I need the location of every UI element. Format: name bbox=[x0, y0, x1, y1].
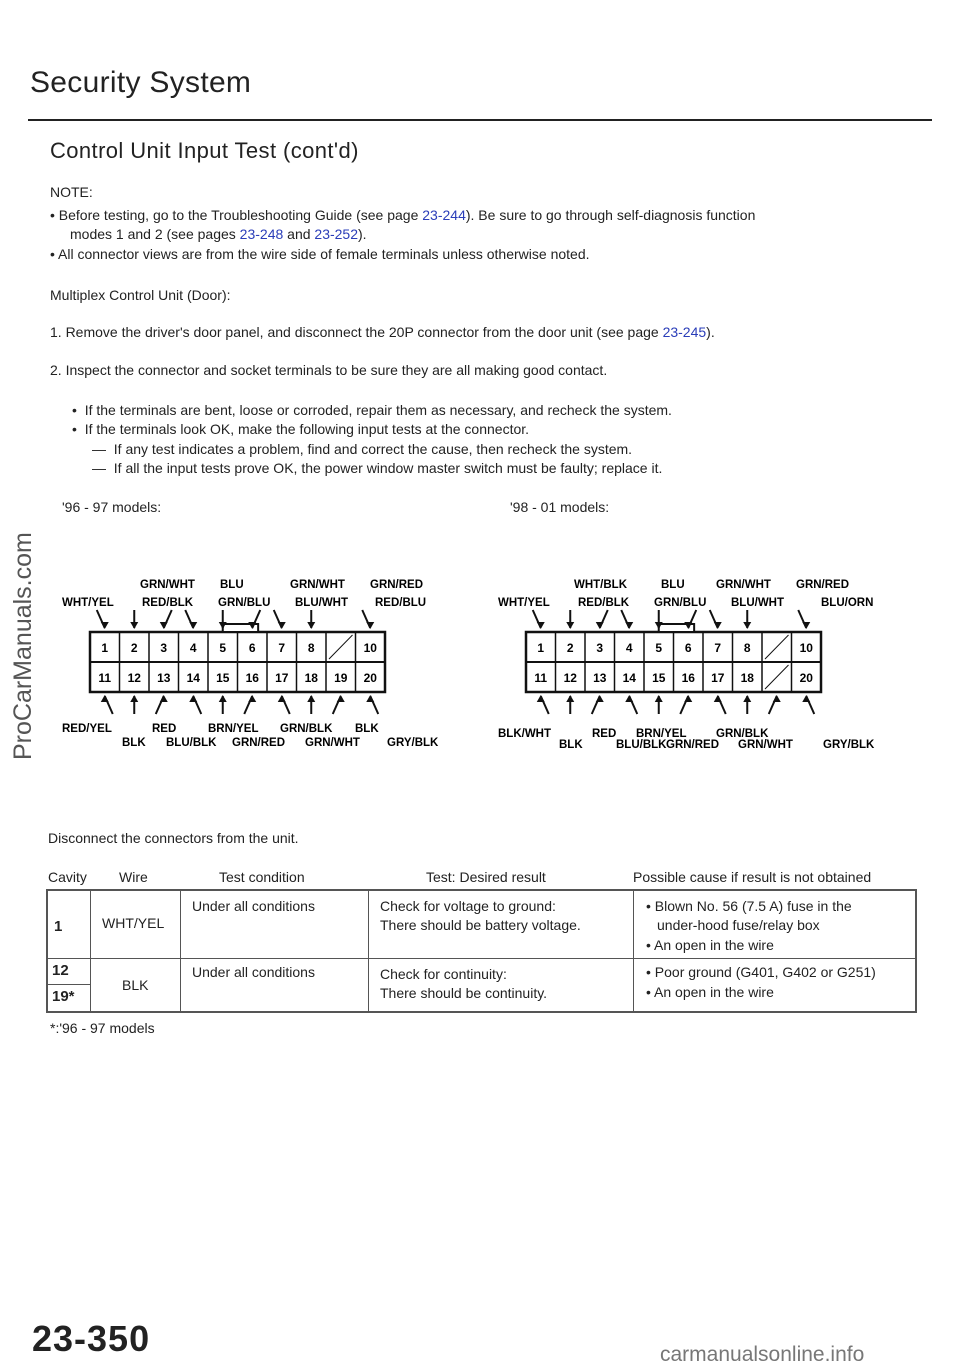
disconnect-text: Disconnect the connectors from the unit. bbox=[48, 830, 299, 846]
cell-result: Check for continuity: bbox=[380, 966, 507, 982]
step-2: 2. Inspect the connector and socket terminals to be sure they are all making good contact. bbox=[50, 362, 608, 378]
table-divider bbox=[180, 889, 181, 1013]
wire-color-label: BLU/WHT bbox=[295, 597, 349, 609]
wire-color-label: BLU/ORN bbox=[821, 597, 874, 609]
cavity-number: 8 bbox=[307, 641, 315, 655]
terminal-arrow-head bbox=[684, 695, 692, 702]
wire-color-label: WHT/BLK bbox=[574, 579, 628, 591]
cavity-number: 15 bbox=[216, 671, 230, 685]
header-desired-result: Test: Desired result bbox=[426, 869, 546, 885]
terminal-arrow-head bbox=[655, 695, 663, 702]
wire-color-label: RED/YEL bbox=[62, 723, 112, 735]
terminal-arrow-head bbox=[596, 622, 604, 629]
terminal-arrow-head bbox=[366, 695, 374, 702]
header-cavity: Cavity bbox=[48, 869, 87, 885]
header-test-condition: Test condition bbox=[219, 869, 305, 885]
terminal-arrow-head bbox=[596, 695, 604, 702]
note-text: ). Be sure to go through self-diagnosis function bbox=[465, 207, 756, 223]
terminal-arrow-head bbox=[219, 695, 227, 702]
step-text: If the terminals are bent, loose or corroded, repair them as necessary, and recheck the system. bbox=[84, 402, 672, 418]
cell-wire: BLK bbox=[122, 977, 149, 993]
page-link[interactable]: 23-252 bbox=[314, 226, 358, 242]
terminal-arrow-head bbox=[101, 695, 109, 702]
cell-result: There should be battery voltage. bbox=[380, 917, 581, 933]
terminal-arrow-head bbox=[714, 622, 722, 629]
cavity-number: 3 bbox=[596, 641, 604, 655]
cavity-number: 18 bbox=[304, 671, 318, 685]
wire-color-label: GRN/WHT bbox=[738, 739, 793, 751]
cavity-number: 1 bbox=[101, 641, 109, 655]
cell-cause: • An open in the wire bbox=[646, 937, 774, 953]
wire-color-label: BRN/YEL bbox=[636, 728, 687, 740]
cavity-number: 4 bbox=[189, 641, 197, 655]
terminal-arrow-head bbox=[307, 622, 315, 629]
terminal-arrow-head bbox=[625, 695, 633, 702]
wire-color-label: GRY/BLK bbox=[823, 739, 875, 751]
terminal-arrow-head bbox=[189, 622, 197, 629]
note-text: ). bbox=[358, 226, 367, 242]
step-text: If the terminals look OK, make the following input tests at the connector. bbox=[84, 421, 530, 437]
wire-color-label: BLK bbox=[122, 737, 146, 749]
terminal-arrow-head bbox=[189, 695, 197, 702]
cavity-number: 19 bbox=[334, 671, 348, 685]
step-dash-2: — If all the input tests prove OK, the power window master switch must be faulty; replace it. bbox=[92, 460, 663, 476]
connector-diagrams bbox=[0, 560, 960, 760]
step-dash-1: — If any test indicates a problem, find and correct the cause, then recheck the system. bbox=[92, 441, 633, 457]
page-link[interactable]: 23-244 bbox=[422, 207, 466, 223]
cell-cause: • Blown No. 56 (7.5 A) fuse in the bbox=[646, 898, 852, 914]
cavity-number: 20 bbox=[363, 671, 377, 685]
cavity-number: 20 bbox=[799, 671, 813, 685]
wire-color-label: GRN/BLK bbox=[280, 723, 333, 735]
cavity-number: 12 bbox=[127, 671, 141, 685]
wire-color-label: GRN/WHT bbox=[716, 579, 771, 591]
wire-color-label: WHT/YEL bbox=[62, 597, 114, 609]
cavity-number: 4 bbox=[625, 641, 633, 655]
note-text: modes 1 and 2 (see pages bbox=[70, 226, 240, 242]
cell-cause: • Poor ground (G401, G402 or G251) bbox=[646, 964, 876, 980]
table-left-border bbox=[46, 889, 48, 1013]
wire-color-label: RED/BLK bbox=[142, 597, 194, 609]
step-bullet-2: • If the terminals look OK, make the following input tests at the connector. bbox=[72, 421, 530, 437]
step-text: 1. Remove the driver's door panel, and disconnect the 20P connector from the door unit (see page bbox=[50, 324, 663, 340]
wire-color-label: BLK bbox=[559, 739, 583, 751]
cavity-number: 17 bbox=[711, 671, 725, 685]
wire-color-label: BLK bbox=[355, 723, 379, 735]
page-link[interactable]: 23-245 bbox=[662, 324, 707, 340]
wire-color-label: GRN/BLK bbox=[716, 728, 769, 740]
cavity-number: 7 bbox=[714, 641, 722, 655]
cavity-number: 14 bbox=[622, 671, 636, 685]
wire-color-label: BLK/WHT bbox=[498, 728, 552, 740]
table-divider bbox=[90, 889, 91, 1013]
terminal-arrow-head bbox=[537, 622, 545, 629]
note-text: Before testing, go to the Troubleshooting Guide (see page bbox=[58, 207, 423, 223]
watermark: ProCarManuals.com bbox=[9, 532, 37, 760]
cell-cavity: 1 bbox=[54, 918, 63, 935]
cavity-number: 11 bbox=[534, 671, 548, 685]
section-label: Multiplex Control Unit (Door): bbox=[50, 287, 231, 303]
terminal-arrow-head bbox=[743, 695, 751, 702]
terminal-arrow-head bbox=[307, 695, 315, 702]
wire-color-label: BLU/BLK bbox=[166, 737, 217, 749]
cavity-number: 10 bbox=[799, 641, 813, 655]
table-right-border bbox=[915, 889, 917, 1013]
wire-color-label: GRN/WHT bbox=[305, 737, 360, 749]
models-right-label: '98 - 01 models: bbox=[510, 499, 610, 515]
page-link[interactable]: 23-248 bbox=[239, 226, 284, 242]
cavity-number: 5 bbox=[219, 641, 227, 655]
cell-condition: Under all conditions bbox=[192, 898, 315, 914]
wire-color-label: RED/BLK bbox=[578, 597, 630, 609]
table-bottom-border bbox=[46, 1011, 917, 1013]
connector-right bbox=[498, 579, 875, 751]
step-text: ). bbox=[706, 324, 715, 340]
cavity-number: 14 bbox=[186, 671, 200, 685]
wire-color-label: GRN/BLU bbox=[218, 597, 271, 609]
wire-color-label: GRN/WHT bbox=[140, 579, 195, 591]
note-text: and bbox=[283, 226, 315, 242]
cavity-number: 2 bbox=[566, 641, 574, 655]
wire-color-label: GRY/BLK bbox=[387, 737, 439, 749]
cell-cavity: 12 bbox=[52, 962, 69, 979]
cell-cause: • An open in the wire bbox=[646, 984, 774, 1000]
terminal-arrow-head bbox=[537, 695, 545, 702]
cavity-number: 16 bbox=[681, 671, 695, 685]
cavity-number: 10 bbox=[363, 641, 377, 655]
wire-color-label: WHT/YEL bbox=[498, 597, 550, 609]
wire-color-label: GRN/RED bbox=[232, 737, 286, 749]
page-title: Security System bbox=[30, 66, 252, 99]
section-subtitle: Control Unit Input Test (cont'd) bbox=[50, 138, 359, 163]
note-bullet-1-line-2 bbox=[70, 224, 367, 244]
wire-color-label: GRN/BLU bbox=[654, 597, 707, 609]
note-bullet-2: • All connector views are from the wire side of female terminals unless otherwise noted. bbox=[50, 246, 590, 262]
table-row-divider bbox=[46, 958, 917, 959]
terminal-arrow-head bbox=[566, 695, 574, 702]
wire-color-label: GRN/RED bbox=[370, 579, 424, 591]
terminal-arrow-head bbox=[160, 695, 168, 702]
wire-color-label: RED bbox=[152, 723, 177, 735]
table-top-border bbox=[46, 889, 917, 891]
step-1 bbox=[50, 322, 715, 342]
wire-color-label: GRN/WHT bbox=[290, 579, 345, 591]
cell-result: Check for voltage to ground: bbox=[380, 898, 556, 914]
table-divider bbox=[368, 889, 369, 1013]
title-divider bbox=[28, 119, 932, 121]
terminal-arrow-head bbox=[101, 622, 109, 629]
header-possible-cause: Possible cause if result is not obtained bbox=[633, 869, 872, 885]
note-text: All connector views are from the wire side of female terminals unless otherwise noted. bbox=[58, 246, 590, 262]
cavity-number: 18 bbox=[740, 671, 754, 685]
cavity-number: 15 bbox=[652, 671, 666, 685]
terminal-arrow-head bbox=[160, 622, 168, 629]
terminal-arrow-head bbox=[802, 695, 810, 702]
wire-color-label: RED/BLU bbox=[375, 597, 427, 609]
terminal-arrow-head bbox=[130, 622, 138, 629]
cavity-number: 2 bbox=[130, 641, 138, 655]
step-text: If all the input tests prove OK, the power window master switch must be faulty; replace it. bbox=[113, 460, 663, 476]
cavity-number: 6 bbox=[684, 641, 692, 655]
cavity-number: 8 bbox=[743, 641, 751, 655]
terminal-arrow-head bbox=[743, 622, 751, 629]
terminal-arrow-head bbox=[337, 695, 345, 702]
page-number: 23-350 bbox=[32, 1318, 151, 1359]
cell-cavity: 19* bbox=[52, 988, 75, 1005]
wire-color-label: BRN/YEL bbox=[208, 723, 259, 735]
cavity-number: 12 bbox=[563, 671, 577, 685]
header-wire: Wire bbox=[119, 869, 148, 885]
cell-cause: under-hood fuse/relay box bbox=[657, 917, 820, 933]
terminal-arrow-head bbox=[278, 695, 286, 702]
cavity-number: 16 bbox=[245, 671, 259, 685]
cavity-number: 13 bbox=[593, 671, 607, 685]
table-footnote: *:'96 - 97 models bbox=[50, 1020, 155, 1036]
cavity-number: 3 bbox=[160, 641, 168, 655]
cell-condition: Under all conditions bbox=[192, 964, 315, 980]
terminal-arrow-head bbox=[278, 622, 286, 629]
note-bullet-1: • Before testing, go to the Troubleshooting Guide (see page 23-244). Be sure to go through self-diagnosis function bbox=[50, 207, 756, 223]
note-label: NOTE: bbox=[50, 184, 93, 200]
terminal-arrow-head bbox=[802, 622, 810, 629]
terminal-arrow-head bbox=[714, 695, 722, 702]
cavity-number: 6 bbox=[248, 641, 256, 655]
cavity-number: 11 bbox=[98, 671, 112, 685]
wire-color-label: GRN/RED bbox=[666, 739, 720, 751]
step-bullet-1: • If the terminals are bent, loose or corroded, repair them as necessary, and recheck the system. bbox=[72, 402, 672, 418]
wire-color-label: BLU bbox=[220, 579, 244, 591]
terminal-arrow-head bbox=[773, 695, 781, 702]
step-text: If any test indicates a problem, find and correct the cause, then recheck the system. bbox=[113, 441, 633, 457]
cavity-number: 1 bbox=[537, 641, 545, 655]
table-divider bbox=[633, 889, 634, 1013]
cavity-number: 7 bbox=[278, 641, 286, 655]
wire-color-label: BLU/BLK bbox=[616, 739, 667, 751]
wire-color-label: BLU/WHT bbox=[731, 597, 785, 609]
footer-site: carmanualsonline.info bbox=[660, 1343, 865, 1366]
cell-wire: WHT/YEL bbox=[102, 915, 165, 931]
wire-color-label: RED bbox=[592, 728, 617, 740]
terminal-arrow-head bbox=[625, 622, 633, 629]
table-cavity-divider bbox=[46, 984, 90, 985]
models-left-label: '96 - 97 models: bbox=[62, 499, 162, 515]
cell-result: There should be continuity. bbox=[380, 985, 548, 1001]
wire-color-label: BLU bbox=[661, 579, 685, 591]
cavity-number: 5 bbox=[655, 641, 663, 655]
cavity-number: 17 bbox=[275, 671, 289, 685]
terminal-arrow-head bbox=[130, 695, 138, 702]
terminal-arrow-head bbox=[248, 695, 256, 702]
terminal-arrow-head bbox=[366, 622, 374, 629]
terminal-arrow-head bbox=[566, 622, 574, 629]
cavity-number: 13 bbox=[157, 671, 171, 685]
connector-left bbox=[62, 579, 439, 749]
wire-color-label: GRN/RED bbox=[796, 579, 850, 591]
